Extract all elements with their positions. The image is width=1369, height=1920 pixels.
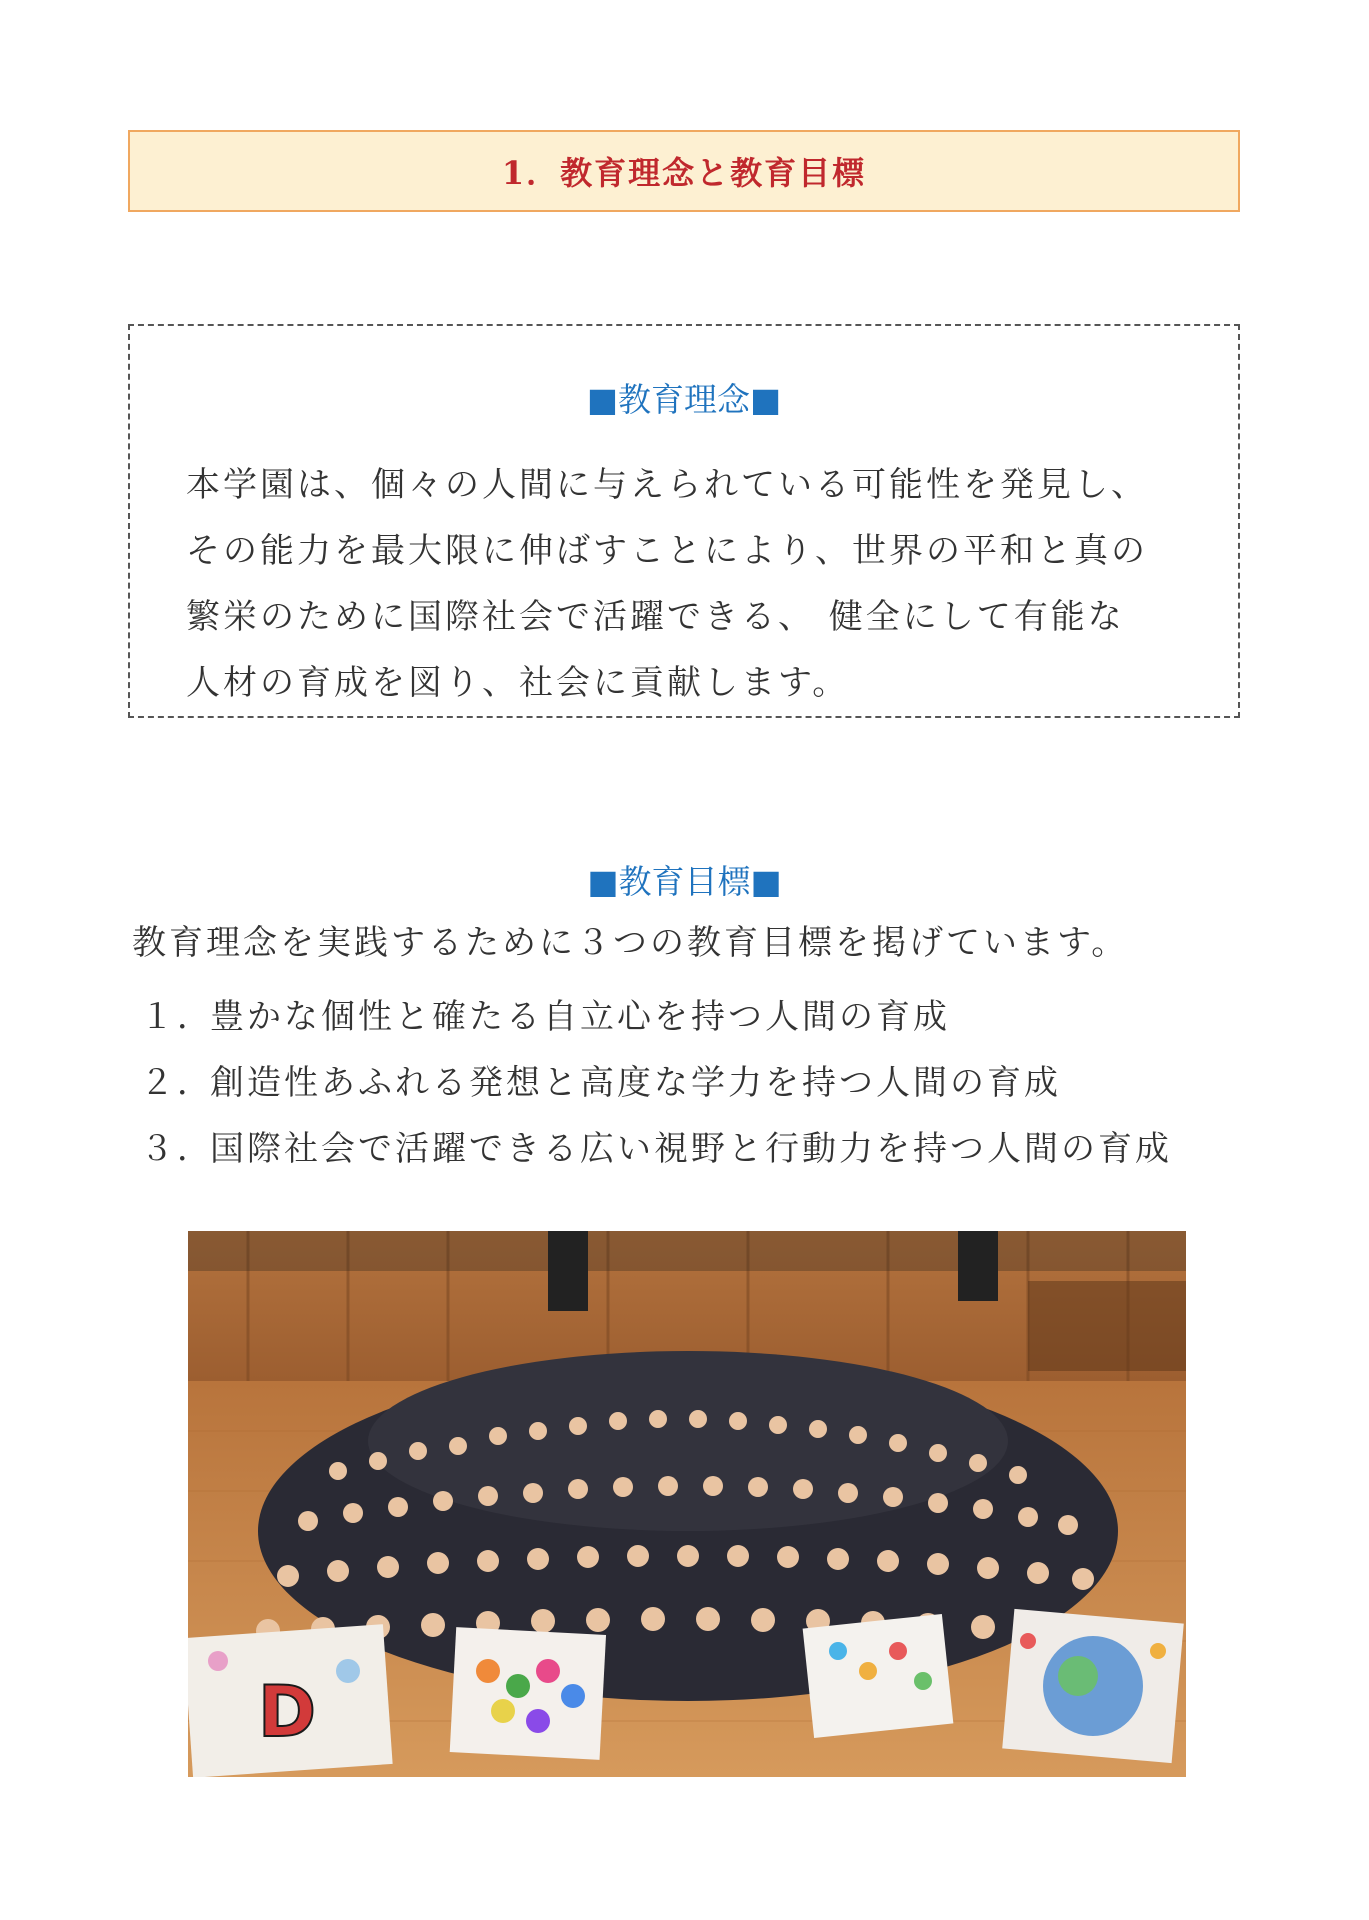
- goals-title-text: 教育目標: [618, 862, 751, 901]
- group-photo: [188, 1231, 1186, 1777]
- goal-item: [140, 1116, 1172, 1182]
- goals-title: [0, 856, 1369, 903]
- square-marker-icon: ■: [586, 380, 618, 419]
- philosophy-line: 繁栄のために国際社会で活躍できる、 健全にして有能な: [186, 597, 1125, 637]
- goal-item: [140, 984, 1172, 1050]
- section-header: [128, 130, 1240, 212]
- philosophy-title: [130, 374, 1238, 421]
- page-title: 1．教育理念と教育目標: [501, 154, 867, 192]
- philosophy-box: [128, 324, 1240, 718]
- philosophy-title-text: 教育理念: [618, 380, 750, 419]
- square-marker-icon: ■: [750, 862, 782, 901]
- goal-text: 国際社会で活躍できる広い視野と行動力を持つ人間の育成: [210, 1129, 1172, 1169]
- goals-list: [140, 984, 1172, 1182]
- goal-number: ２．: [140, 1063, 214, 1103]
- banner-letter: D: [258, 1671, 317, 1753]
- goal-number: ３．: [140, 1129, 214, 1169]
- philosophy-line: 人材の育成を図り、社会に貢献します。: [186, 663, 850, 703]
- square-marker-icon: ■: [587, 862, 619, 901]
- goal-text: 豊かな個性と確たる自立心を持つ人間の育成: [210, 997, 950, 1037]
- group-photo-illustration: [188, 1231, 1186, 1777]
- philosophy-text: [186, 452, 1206, 716]
- goals-intro: 教育理念を実践するために３つの教育目標を掲げています。: [132, 923, 1129, 963]
- goal-number: １．: [140, 997, 214, 1037]
- square-marker-icon: ■: [750, 380, 782, 419]
- philosophy-line: その能力を最大限に伸ばすことにより、世界の平和と真の: [186, 531, 1148, 571]
- goal-text: 創造性あふれる発想と高度な学力を持つ人間の育成: [210, 1063, 1061, 1103]
- philosophy-line: 本学園は、個々の人間に与えられている可能性を発見し、: [186, 465, 1148, 505]
- goal-item: [140, 1050, 1172, 1116]
